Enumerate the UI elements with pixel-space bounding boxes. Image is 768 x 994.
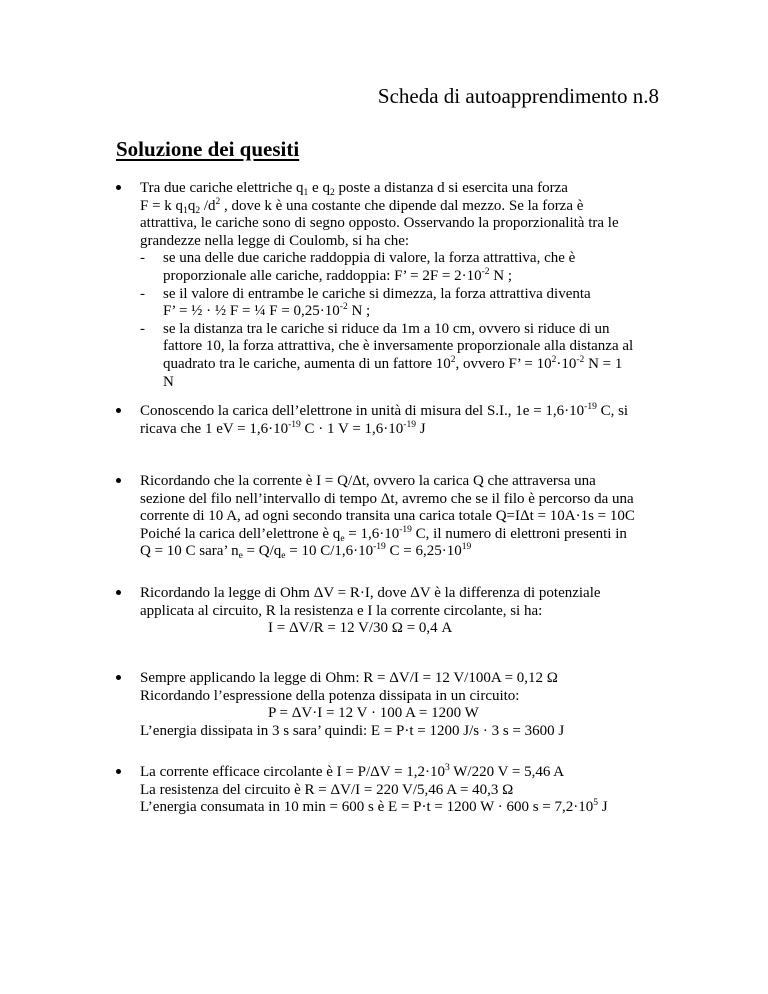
text-line: sezione del filo nell’intervallo di tempo Δt, avremo che se il filo è percorso da una — [140, 490, 634, 507]
formula-line: I = ΔV/R = 12 V/30 Ω = 0,4 A — [268, 620, 453, 637]
text-line: La corrente efficace circolante è $I = P/\Delta V = 1,2\cdot 10^3$ W/220 V = 5,46 A — [140, 763, 565, 780]
text-line: fattore 10, la forza attrattiva, che è inversamente proporzionale alla distanza al — [163, 338, 634, 355]
text-line: quadrato tra le cariche, aumenta di un fattore $10^2$, ovvero F’ = $10^2\cdot 10^{-2}$ N = 1 — [163, 355, 623, 372]
text-line: se il valore di entrambe le cariche si dimezza, la forza attrattiva diventa — [163, 285, 591, 302]
text-line: attrattiva, le cariche sono di segno opposto. Osservando la proporzionalità tra le — [140, 215, 619, 232]
text-line: se la distanza tra le cariche si riduce da 1m a 10 cm, ovvero si riduce di un — [163, 320, 610, 337]
text-line: F = k $q_1q_2$ $/d^2$ , dove k è una costante che dipende dal mezzo. Se la forza è — [140, 196, 584, 216]
text-line: Ricordando che la corrente è I = Q/Δt, ovvero la carica Q che attraversa una — [140, 473, 596, 489]
bullet-icon — [116, 590, 121, 595]
text-line: La resistenza del circuito è R = ΔV/I = 220 V/5,46 A = 40,3 Ω — [140, 781, 514, 798]
text-line: Q = 10 C sara’ $n_e = Q/q_e = 10$ $C/1,6\cdot 10^{-19}$ $C = 6,25\cdot 10^{19}$ — [140, 542, 472, 562]
page-heading: Scheda di autoapprendimento n.8 — [377, 84, 659, 108]
text-line: corrente di 10 A, ad ogni secondo transita una carica totale Q=IΔt = 10A·1s = 10C — [140, 508, 635, 525]
text-line: ricava che 1 eV = $1,6\cdot 10^{-19}$ C · 1 $V = 1,6\cdot 10^{-19}$ J — [140, 419, 426, 437]
text-line: Poiché la carica dell’elettrone è $q_e = 1,6\cdot 10^{-19}$ C, il numero di elettroni presenti in — [140, 524, 627, 544]
text-line: L’energia consumata in 10 min = 600 s è E = P·t = 1200 W · 600 $s = 7,2\cdot 10^5$ J — [140, 798, 608, 816]
text-line: grandezze nella legge di Coulomb, si ha che: — [140, 232, 410, 249]
bullet-icon — [116, 769, 121, 774]
dash-marker: - — [140, 285, 145, 302]
dash-marker: - — [140, 250, 145, 267]
bullet-icon — [116, 185, 121, 190]
bullet-icon — [116, 408, 121, 413]
text-line: L’energia dissipata in 3 s sara’ quindi: E = P·t = 1200 J/s · 3 s = 3600 J — [140, 722, 565, 739]
text-line: proporzionale alle cariche, raddoppia: F’ = $2F = 2\cdot 10^{-2}$ N ; — [163, 267, 513, 284]
bullet-icon — [116, 478, 121, 483]
text-line: se una delle due cariche raddoppia di valore, la forza attrattiva, che è — [163, 250, 576, 267]
formula-line: P = ΔV·I = 12 V · 100 A = 1200 W — [268, 705, 479, 722]
text-line: N — [163, 373, 174, 390]
text-line: Ricordando l’espressione della potenza dissipata in un circuito: — [140, 687, 520, 704]
text-line: Sempre applicando la legge di Ohm: R = ΔV/I = 12 V/100A = 0,12 Ω — [140, 670, 558, 686]
text-line: Conoscendo la carica dell’elettrone in unità di misura del S.I., $1e = 1,6\cdot 10^{-19}$ C, si — [140, 402, 629, 419]
dash-marker: - — [140, 320, 145, 337]
section-title: Soluzione dei quesiti — [116, 137, 300, 161]
text-line: applicata al circuito, R la resistenza e I la corrente circolante, si ha: — [140, 602, 543, 619]
text-line: F’ = ½ · ½ F = ¼ $F = 0,25\cdot 10^{-2}$ N ; — [163, 302, 371, 320]
bullet-icon — [116, 675, 121, 680]
text-line: Tra due cariche elettriche $q_1$ e $q_2$ poste a distanza d si esercita una forza — [140, 180, 568, 198]
text-line: Ricordando la legge di Ohm ΔV = R·I, dove ΔV è la differenza di potenziale — [140, 585, 601, 601]
